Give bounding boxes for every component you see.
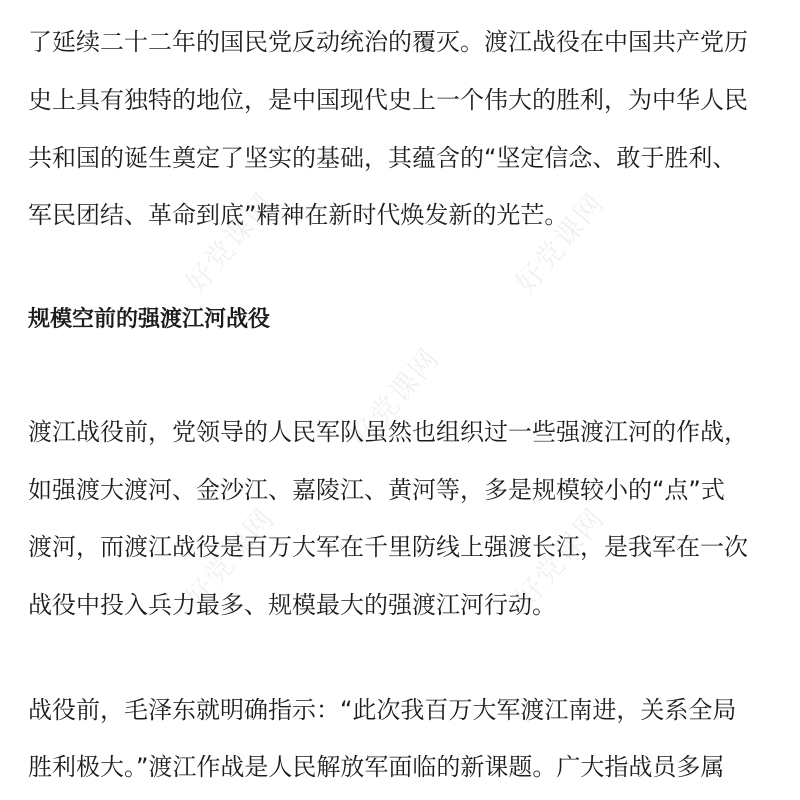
- paragraph-2-line-1: 渡江战役前，党领导的人民军队虽然也组织过一些强渡江河的作战，: [28, 418, 748, 446]
- paragraph-1-line-4: 军民团结、革命到底”精神在新时代焕发新的光芒。: [28, 201, 569, 229]
- paragraph-2-line-2: 如强渡大渡河、金沙江、嘉陵江、黄河等，多是规模较小的“点”式: [28, 476, 725, 504]
- watermark: 好党课网: [508, 186, 612, 300]
- paragraph-1-line-2: 史上具有独特的地位，是中国现代史上一个伟大的胜利，为中华人民: [28, 86, 748, 114]
- watermark: 好党课网: [508, 501, 612, 615]
- section-heading: 规模空前的强渡江河战役: [28, 307, 271, 332]
- paragraph-3-line-1: 战役前，毛泽东就明确指示：“此次我百万大军渡江南进，关系全局: [28, 696, 737, 724]
- watermark: 好党课网: [178, 186, 282, 300]
- paragraph-3-line-2: 胜利极大。”渡江作战是人民解放军面临的新课题。广大指战员多属: [28, 753, 725, 781]
- paragraph-2-line-4: 战役中投入兵力最多、规模最大的强渡江河行动。: [28, 591, 556, 619]
- watermark: 好党课网: [343, 341, 447, 455]
- paragraph-1-line-3: 共和国的诞生奠定了坚实的基础，其蕴含的“坚定信念、敢于胜利、: [28, 144, 737, 172]
- watermark: 好党课网: [178, 501, 282, 615]
- paragraph-1-line-1: 了延续二十二年的国民党反动统治的覆灭。渡江战役在中国共产党历: [28, 28, 748, 56]
- paragraph-2-line-3: 渡河，而渡江战役是百万大军在千里防线上强渡长江，是我军在一次: [28, 533, 748, 561]
